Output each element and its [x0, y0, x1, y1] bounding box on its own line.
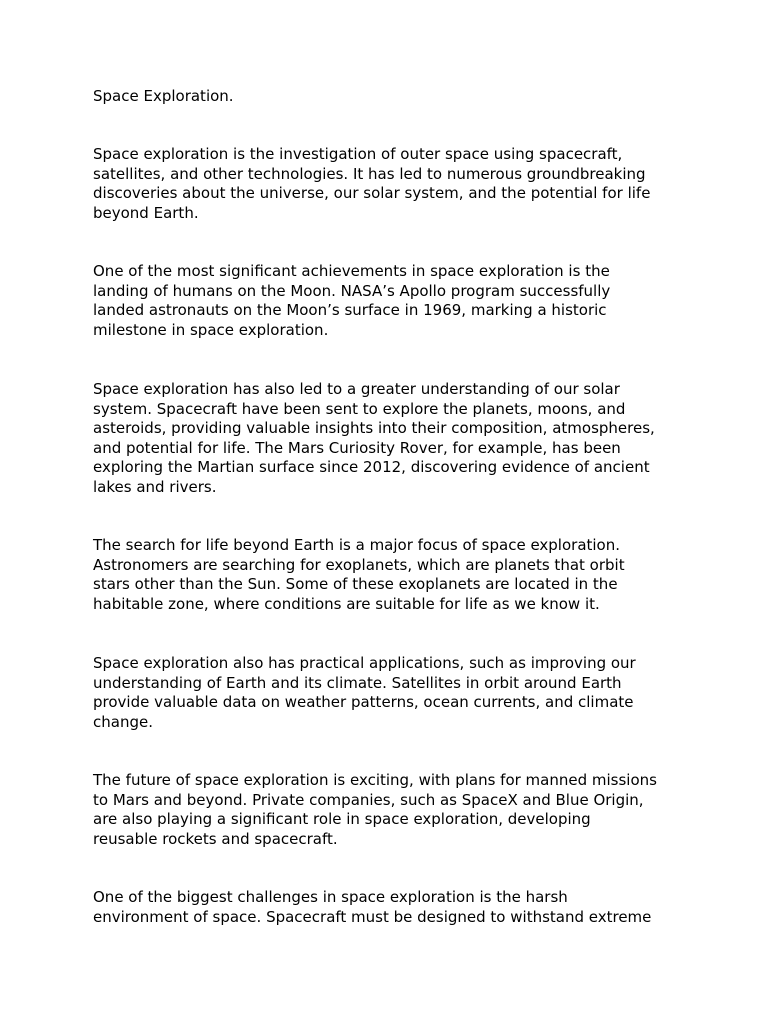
paragraph-1-line-3: discoveries about the universe, our solar system, and the potential for life — [93, 184, 651, 202]
paragraph-4-line-4: habitable zone, where conditions are suitable for life as we know it. — [93, 594, 600, 613]
paragraph-4-line-3: stars other than the Sun. Some of these exoplanets are located in the — [93, 575, 618, 593]
paragraph-5-line-2: understanding of Earth and its climate. Satellites in orbit around Earth — [93, 673, 622, 692]
paragraph-2-line-1: One of the most significant achievements in space exploration is the — [93, 262, 610, 280]
paragraph-3-line-2: system. Spacecraft have been sent to explore the planets, moons, and — [93, 399, 626, 418]
paragraph-4-line-1: The search for life beyond Earth is a major focus of space exploration. — [93, 536, 621, 554]
paragraph-7-line-1: One of the biggest challenges in space exploration is the harsh — [93, 888, 568, 906]
paragraph-3-line-4: and potential for life. The Mars Curiosity Rover, for example, has been — [93, 438, 621, 457]
paragraph-7-line-2: environment of space. Spacecraft must be designed to withstand extreme — [93, 907, 652, 926]
document-title: Space Exploration. — [93, 87, 234, 105]
paragraph-3-line-3: asteroids, providing valuable insights into their composition, atmospheres, — [93, 419, 655, 437]
paragraph-6-line-1: The future of space exploration is exciting, with plans for manned missions — [93, 771, 657, 789]
paragraph-6-line-2: to Mars and beyond. Private companies, such as SpaceX and Blue Origin, — [93, 790, 644, 809]
paragraph-5-line-1: Space exploration also has practical applications, such as improving our — [93, 654, 636, 672]
paragraph-4-line-2: Astronomers are searching for exoplanets, which are planets that orbit — [93, 555, 625, 574]
paragraph-1-line-2: satellites, and other technologies. It has led to numerous groundbreaking — [93, 164, 646, 183]
paragraph-1-line-1: Space exploration is the investigation of outer space using spacecraft, — [93, 145, 623, 163]
paragraph-3-line-5: exploring the Martian surface since 2012, discovering evidence of ancient — [93, 458, 650, 476]
paragraph-6-line-4: reusable rockets and spacecraft. — [93, 829, 338, 848]
paragraph-2-line-3: landed astronauts on the Moon’s surface in 1969, marking a historic — [93, 301, 607, 319]
paragraph-1-line-4: beyond Earth. — [93, 203, 199, 222]
paragraph-5-line-3: provide valuable data on weather patterns, ocean currents, and climate — [93, 693, 634, 711]
paragraph-6-line-3: are also playing a significant role in space exploration, developing — [93, 810, 591, 828]
paragraph-3-line-1: Space exploration has also led to a greater understanding of our solar — [93, 380, 620, 398]
paragraph-2-line-4: milestone in space exploration. — [93, 320, 329, 339]
paragraph-5-line-4: change. — [93, 712, 153, 731]
paragraph-3-line-6: lakes and rivers. — [93, 477, 217, 496]
paragraph-2-line-2: landing of humans on the Moon. NASA’s Apollo program successfully — [93, 281, 611, 300]
